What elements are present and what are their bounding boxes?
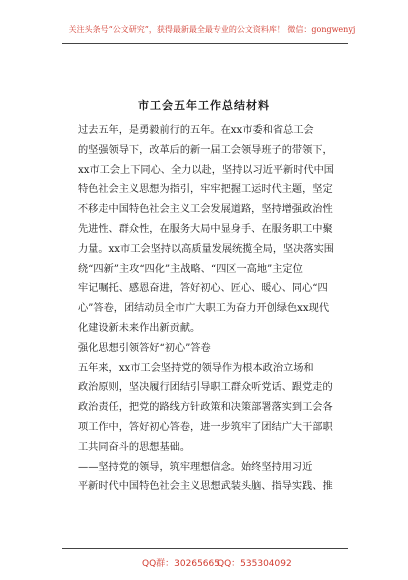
body-line: 工共同奋斗的思想基础。 <box>78 441 191 453</box>
body-line: 不移走中国特色社会主义工会发展道路，坚持增强政治性 <box>78 204 333 216</box>
footer-qq-contact: QQ：535304092 <box>217 559 292 569</box>
document-title: 市工会五年工作总结材料 <box>138 99 270 112</box>
body-line: 的坚强领导下，改革后的新一届工会领导班子的带领下， <box>78 144 333 156</box>
header-banner: 关注头条号“公文研究”，获得最新最全最专业的公文资料库！ 微信：gongwenyj <box>68 25 356 34</box>
body-line: xx市工会上下同心、全力以赴，坚持以习近平新时代中国 <box>78 164 334 176</box>
body-line: 心”答卷，团结动员全市广大职工为奋力开创绿色xx现代 <box>78 303 330 315</box>
body-line: 化建设新未来作出新贡献。 <box>78 322 201 334</box>
document-body <box>78 121 348 497</box>
body-line: 平新时代中国特色社会主义思想武装头脑、指导实践、推 <box>78 481 333 493</box>
footer-divider <box>62 548 348 549</box>
body-line: 力量。xx市工会坚持以高质量发展统揽全局，坚决落实围 <box>78 243 334 255</box>
body-line: ——坚持党的领导，筑牢理想信念。始终坚持用习近 <box>78 461 313 473</box>
body-line: 五年来，xx市工会坚持党的领导作为根本政治立场和 <box>78 362 314 374</box>
body-line: 政治责任，把党的路线方针政策和决策部署落实到工会各 <box>78 402 333 414</box>
body-line: 过去五年，是勇毅前行的五年。在xx市委和省总工会 <box>78 125 314 136</box>
section-heading: 强化思想引领答好“初心”答卷 <box>78 342 211 354</box>
body-line: 绕“四新”主攻“四化”主战略、“四区一高地”主定位 <box>78 263 303 275</box>
body-line: 牢记嘱托、感恩奋进，答好初心、匠心、暖心、同心“四 <box>78 283 328 295</box>
body-line: 先进性、群众性，在服务大局中显身手、在服务职工中聚 <box>78 223 333 235</box>
body-line: 特色社会主义思想为指引，牢牢把握工运时代主题，坚定 <box>78 184 333 196</box>
header-divider <box>62 43 348 44</box>
body-line: 政治原则，坚决履行团结引导职工群众听党话、跟党走的 <box>78 382 333 394</box>
footer-qq-group: QQ群：30265665 <box>142 559 220 569</box>
body-line: 项工作中，答好初心答卷，进一步筑牢了团结广大干部职 <box>78 421 333 433</box>
